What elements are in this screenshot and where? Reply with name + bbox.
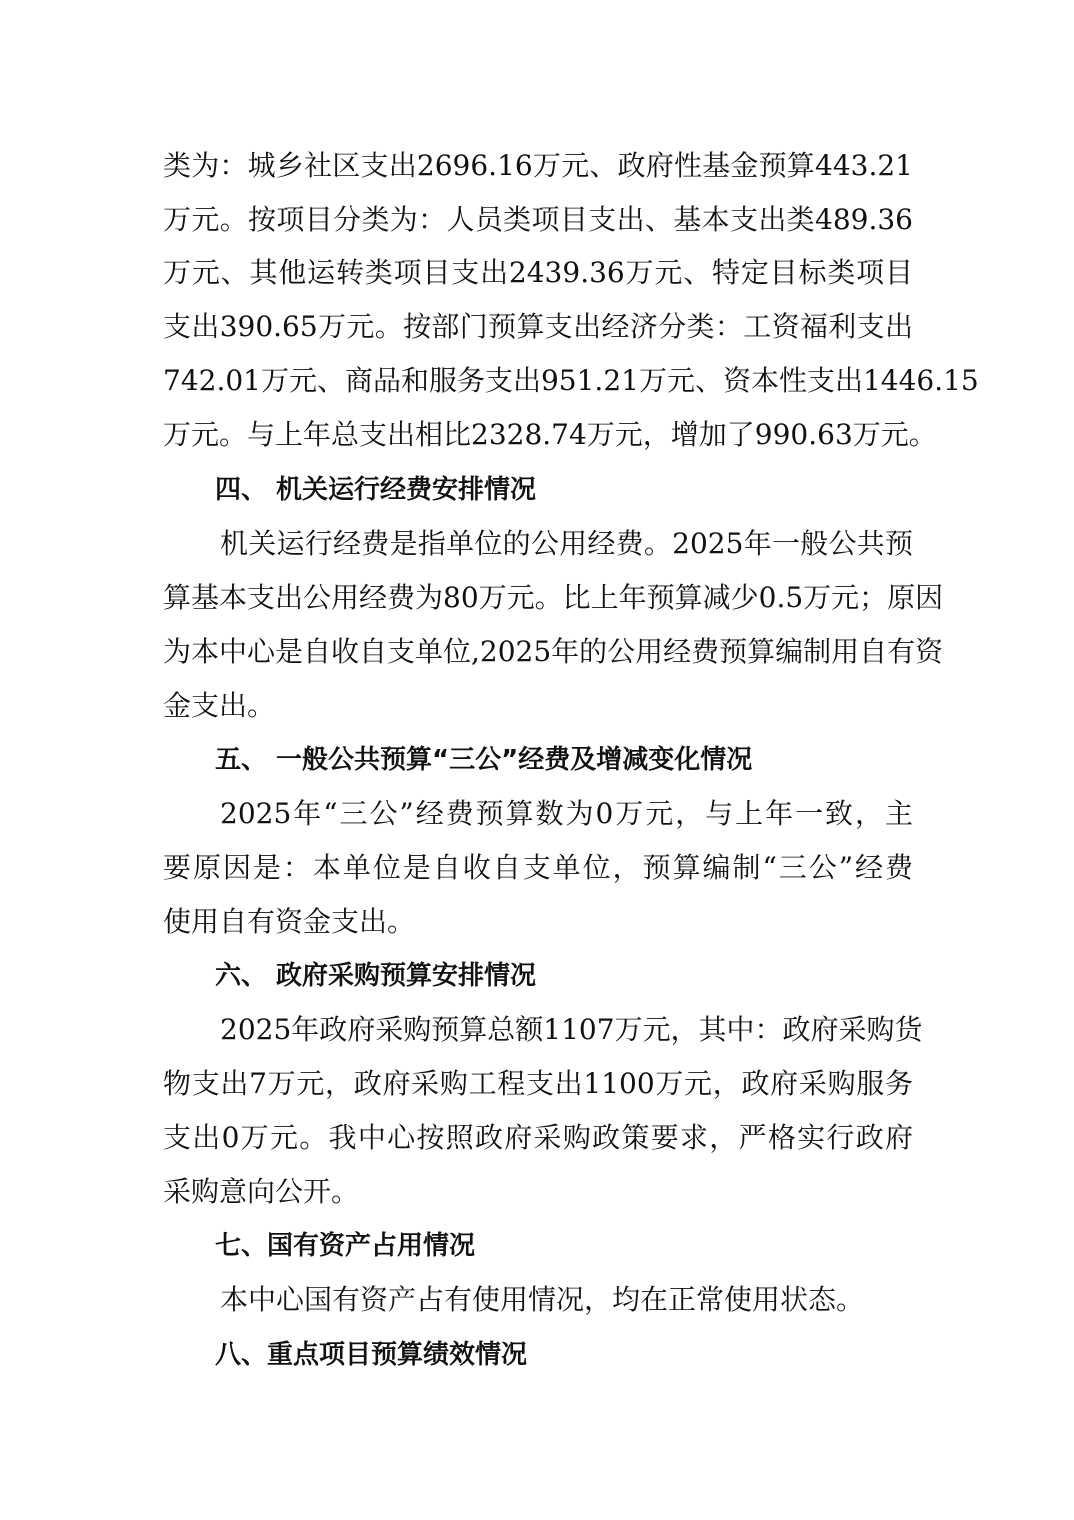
- paragraph-line: 类为：城乡社区支出2696.16万元、政府性基金预算443.21: [163, 149, 913, 182]
- section-heading-7: 七、国有资产占用情况: [215, 1231, 476, 1261]
- paragraph-line: 物支出7万元，政府采购工程支出1100万元，政府采购服务: [163, 1067, 913, 1100]
- paragraph-line: 使用自有资金支出。: [163, 905, 416, 938]
- paragraph-line: 万元。按项目分类为：人员类项目支出、基本支出类489.36: [163, 203, 913, 236]
- paragraph-line: 为本中心是自收自支单位,2025年的公用经费预算编制用自有资: [163, 635, 944, 668]
- paragraph-line: 算基本支出公用经费为80万元。比上年预算减少0.5万元；原因: [163, 581, 944, 614]
- paragraph-line: 支出0万元。我中心按照政府采购政策要求，严格实行政府: [163, 1121, 913, 1154]
- section-heading-8: 八、重点项目预算绩效情况: [215, 1340, 528, 1370]
- paragraph-line: 742.01万元、商品和服务支出951.21万元、资本性支出1446.15: [163, 364, 979, 397]
- paragraph-line: 机关运行经费是指单位的公用经费。2025年一般公共预: [220, 527, 913, 560]
- paragraph-line: 支出390.65万元。按部门预算支出经济分类：工资福利支出: [163, 310, 913, 343]
- paragraph-line: 万元、其他运转类项目支出2439.36万元、特定目标类项目: [163, 256, 913, 289]
- paragraph-line: 本中心国有资产占有使用情况，均在正常使用状态。: [220, 1283, 865, 1316]
- section-heading-6: 六、 政府采购预算安排情况: [215, 961, 537, 991]
- paragraph-line: 2025年政府采购预算总额1107万元，其中：政府采购货: [220, 1013, 923, 1046]
- paragraph-line: 金支出。: [163, 689, 276, 722]
- section-heading-5: 五、 一般公共预算“三公”经费及增减变化情况: [215, 745, 753, 775]
- paragraph-line: 2025年“三公”经费预算数为0万元，与上年一致，主: [220, 797, 913, 830]
- section-heading-4: 四、 机关运行经费安排情况: [215, 475, 537, 505]
- paragraph-line: 采购意向公开。: [163, 1175, 360, 1208]
- paragraph-line: 万元。与上年总支出相比2328.74万元，增加了990.63万元。: [163, 418, 937, 451]
- paragraph-line: 要原因是：本单位是自收自支单位，预算编制“三公”经费: [163, 851, 913, 884]
